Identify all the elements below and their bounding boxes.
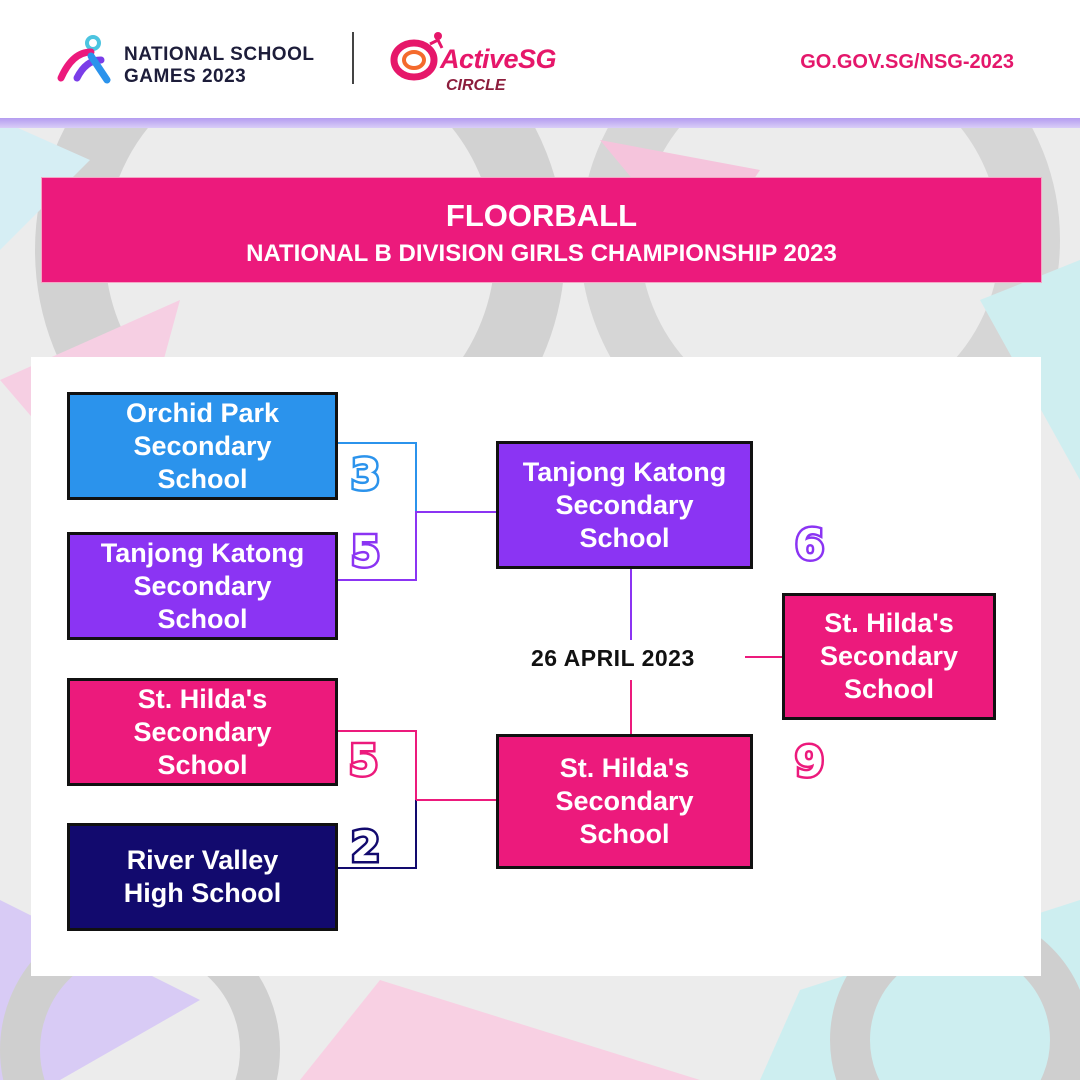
team-name-line: School (843, 674, 934, 704)
team-name-line: Secondary (555, 786, 694, 816)
website-url[interactable]: GO.GOV.SG/NSG-2023 (800, 51, 1014, 73)
team-name-line: St. Hilda's (824, 608, 954, 638)
team-name-line: Orchid Park (125, 397, 280, 428)
team-name-line: School (157, 749, 248, 780)
team-river-valley (67, 823, 338, 931)
team-name-line: School (157, 463, 248, 494)
team-name-line: Tanjong Katong (522, 456, 727, 487)
team-tanjong-katong (67, 532, 338, 640)
final-score-st-hildas: 9 (795, 737, 825, 786)
team-name-line: Tanjong Katong (100, 537, 305, 568)
team-orchid-park (67, 392, 338, 500)
sport-title: FLOORBALL (445, 198, 638, 233)
final-score-tanjong-katong: 6 (795, 520, 825, 569)
final-date: 26 APRIL 2023 (531, 645, 695, 671)
team-name-line: Secondary (133, 570, 272, 601)
nsg-title-line1: NATIONAL SCHOOL (124, 44, 315, 65)
team-name-line: High School (123, 878, 282, 908)
activesg-sub: CIRCLE (446, 77, 506, 94)
team-name-line: St. Hilda's (137, 683, 268, 714)
team-st-hildas (67, 678, 338, 786)
team-name-line: School (579, 819, 670, 849)
team-name-line: St. Hilda's (559, 753, 690, 783)
team-name-line: Secondary (819, 641, 959, 671)
event-title: NATIONAL B DIVISION GIRLS CHAMPIONSHIP 2023 (246, 240, 837, 267)
final-team-st-hildas (496, 734, 753, 869)
team-name-line: River Valley (126, 845, 279, 875)
activesg-name: ActiveSG (440, 44, 557, 74)
team-name-line: Secondary (133, 430, 272, 461)
team-name-line: Secondary (133, 716, 272, 747)
champion-st-hildas (782, 593, 996, 720)
final-team-tanjong-katong (496, 441, 753, 569)
score-st-hildas: 5 (349, 736, 379, 785)
team-name-line: School (157, 603, 248, 634)
team-name-line: School (579, 522, 670, 553)
score-tanjong-katong: 5 (351, 527, 381, 576)
score-river-valley: 2 (351, 822, 381, 871)
score-orchid-park: 3 (351, 450, 381, 499)
team-name-line: Secondary (555, 489, 694, 520)
nsg-title-line2: GAMES 2023 (124, 66, 247, 87)
